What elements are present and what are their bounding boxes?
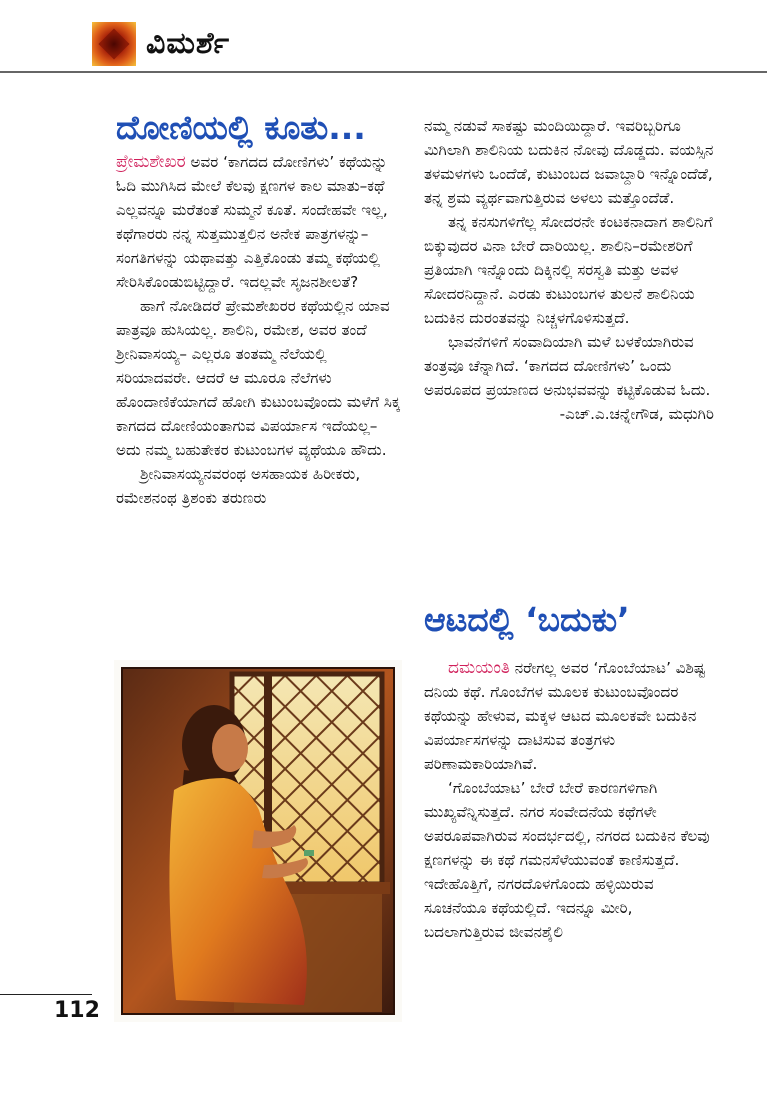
page-number-rule — [0, 994, 92, 995]
article-1-author-highlight: ಪ್ರೇಮಶೇಖರ — [116, 152, 186, 172]
article-2-column — [424, 656, 714, 944]
article-1-title: ದೋಣಿಯಲ್ಲಿ ಕೂತು... — [116, 108, 366, 147]
article-2-paragraph-1-text: ನರೇಗಲ್ಲ ಅವರ ‘ಗೊಂಬೆಯಾಟ’ ವಿಶಿಷ್ಟ ದನಿಯ ಕಥೆ. ಗೊಂಬೆಗಳ ಮೂಲಕ ಕುಟುಂಬವೊಂದರ ಕಥೆಯನ್ನು ಹೇಳುವ, ಮಕ್ಕಳ ಆಟದ ಮೂಲಕವೇ ಬದುಕಿನ ವಿಪರ್ಯಾಸಗಳನ್ನು ದಾಟಿಸುವ ತಂತ್ರಗಳು ಪರಿಣಾಮಕಾರಿಯಾಗಿವೆ. — [424, 659, 706, 773]
article-1-paragraph-1 — [116, 150, 406, 294]
painting-woman-at-window — [114, 660, 402, 1022]
page-number: 112 — [54, 998, 100, 1023]
painting-illustration — [114, 660, 402, 1022]
header-divider — [0, 71, 767, 73]
article-1-paragraph-2: ಹಾಗೆ ನೋಡಿದರೆ ಪ್ರೇಮಶೇಖರರ ಕಥೆಯಲ್ಲಿನ ಯಾವ ಪಾತ್ರವೂ ಹುಸಿಯಲ್ಲ. ಶಾಲಿನಿ, ರಮೇಶ, ಅವರ ತಂದೆ ಶ್ರೀನಿವಾಸಯ್ಯ– ಎಲ್ಲರೂ ತಂತಮ್ಮ ನೆಲೆಯಲ್ಲಿ ಸರಿಯಾದವರೇ. ಆದರೆ ಆ ಮೂರೂ ನೆಲೆಗಳು ಹೊಂದಾಣಿಕೆಯಾಗದೆ ಹೋಗಿ ಕುಟುಂಬವೊಂದು ಮಳೆಗೆ ಸಿಕ್ಕ ಕಾಗದದ ದೋಣಿಯಂತಾಗುವ ವಿಪರ್ಯಾಸ ಇದೆಯಲ್ಲ– ಅದು ನಮ್ಮ ಬಹುತೇಕರ ಕುಟುಂಬಗಳ ವ್ಯಥೆಯೂ ಹೌದು. — [116, 297, 401, 459]
article-1-paragraph-5: ಭಾವನೆಗಳಿಗೆ ಸಂವಾದಿಯಾಗಿ ಮಳೆ ಬಳಕೆಯಾಗಿರುವ ತಂತ್ರವೂ ಚೆನ್ನಾಗಿದೆ. ‘ಕಾಗದದ ದೋಣಿಗಳು’ ಒಂದು ಅಪರೂಪದ ಪ್ರಯಾಣದ ಅನುಭವವನ್ನು ಕಟ್ಟಿಕೊಡುವ ಓದು. — [424, 333, 711, 399]
article-1-paragraph-3: ಶ್ರೀನಿವಾಸಯ್ಯನವರಂಥ ಅಸಹಾಯಕ ಹಿರೀಕರು, ರಮೇಶನಂಥ ತ್ರಿಶಂಕು ತರುಣರು — [116, 465, 361, 507]
article-2-author-highlight: ದಮಯಂತಿ — [448, 658, 510, 678]
article-2-paragraph-1 — [424, 656, 714, 776]
article-1-paragraph-1-text: ಅವರ ‘ಕಾಗದದ ದೋಣಿಗಳು’ ಕಥೆಯನ್ನು ಓದಿ ಮುಗಿಸಿದ ಮೇಲೆ ಕೆಲವು ಕ್ಷಣಗಳ ಕಾಲ ಮಾತು–ಕಥೆ ಎಲ್ಲವನ್ನೂ ಮರೆತಂತೆ ಸುಮ್ಮನೆ ಕೂತೆ. ಸಂದೇಹವೇ ಇಲ್ಲ, ಕಥೆಗಾರರು ನನ್ನ ಸುತ್ತಮುತ್ತಲಿನ ಅನೇಕ ಪಾತ್ರಗಳನ್ನು–ಸಂಗತಿಗಳನ್ನು ಯಥಾವತ್ತು ಎತ್ತಿಕೊಂಡು ತಮ್ಮ ಕಥೆಯಲ್ಲಿ ಸೇರಿಸಿಕೊಂಡುಬಿಟ್ಟಿದ್ದಾರೆ. ಇದಲ್ಲವೇ ಸೃಜನಶೀಲತೆ? — [116, 153, 388, 291]
article-2-paragraph-2: ‘ಗೊಂಬೆಯಾಟ’ ಬೇರೆ ಬೇರೆ ಕಾರಣಗಳಿಗಾಗಿ ಮುಖ್ಯವೆನ್ನಿಸುತ್ತದೆ. ನಗರ ಸಂವೇದನೆಯ ಕಥೆಗಳೇ ಅಪರೂಪವಾಗಿರುವ ಸಂದರ್ಭದಲ್ಲಿ, ನಗರದ ಬದುಕಿನ ಕೆಲವು ಕ್ಷಣಗಳನ್ನು ಈ ಕಥೆ ಗಮನಸೆಳೆಯುವಂತೆ ಕಾಣಿಸುತ್ತದೆ. ಇದೇಹೊತ್ತಿಗೆ, ನಗರದೊಳಗೊಂದು ಹಳ್ಳಿಯಿರುವ ಸೂಚನೆಯೂ ಕಥೆಯಲ್ಲಿದೆ. ಇದನ್ನೂ ಮೀರಿ, ಬದಲಾಗುತ್ತಿರುವ ಜೀವನಶೈಲಿ — [424, 779, 710, 941]
article-1-column-left — [116, 150, 406, 510]
article-1-column-right — [424, 114, 714, 426]
article-1-paragraph-3-continued: ನಮ್ಮ ನಡುವೆ ಸಾಕಷ್ಟು ಮಂದಿಯಿದ್ದಾರೆ. ಇವರಿಬ್ಬರಿಗೂ ಮಿಗಿಲಾಗಿ ಶಾಲಿನಿಯ ಬದುಕಿನ ನೋವು ದೊಡ್ಡದು. ವಯಸ್ಸಿನ ತಳಮಳಗಳು ಒಂದೆಡೆ, ಕುಟುಂಬದ ಜವಾಬ್ದಾರಿ ಇನ್ನೊಂದೆಡೆ, ತನ್ನ ಶ್ರಮ ವ್ಯರ್ಥವಾಗುತ್ತಿರುವ ಅಳಲು ಮತ್ತೊಂದೆಡೆ. — [424, 117, 714, 207]
article-2-title: ಆಟದಲ್ಲಿ ‘ಬದುಕು’ — [424, 600, 630, 639]
section-logo — [92, 22, 136, 66]
article-1-signature: -ಎಚ್.ಎ.ಚನ್ನೇಗೌಡ, ಮಧುಗಿರಿ — [559, 405, 714, 423]
article-1-paragraph-4: ತನ್ನ ಕನಸುಗಳಿಗೆಲ್ಲ ಸೋದರನೇ ಕಂಟಕನಾದಾಗ ಶಾಲಿನಿಗೆ ಬಿಕ್ಕುವುದರ ವಿನಾ ಬೇರೆ ದಾರಿಯಿಲ್ಲ. ಶಾಲಿನಿ–ರಮೇಶರಿಗೆ ಪ್ರತಿಯಾಗಿ ಇನ್ನೊಂದು ದಿಕ್ಕಿನಲ್ಲಿ ಸರಸ್ವತಿ ಮತ್ತು ಅವಳ ಸೋದರನಿದ್ದಾನೆ. ಎರಡು ಕುಟುಂಬಗಳ ತುಲನೆ ಶಾಲಿನಿಯ ಬದುಕಿನ ದುರಂತವನ್ನು ನಿಚ್ಚಳಗೊಳಿಸುತ್ತದೆ. — [424, 213, 713, 327]
section-title: ವಿಮರ್ಶೆ — [146, 26, 231, 61]
